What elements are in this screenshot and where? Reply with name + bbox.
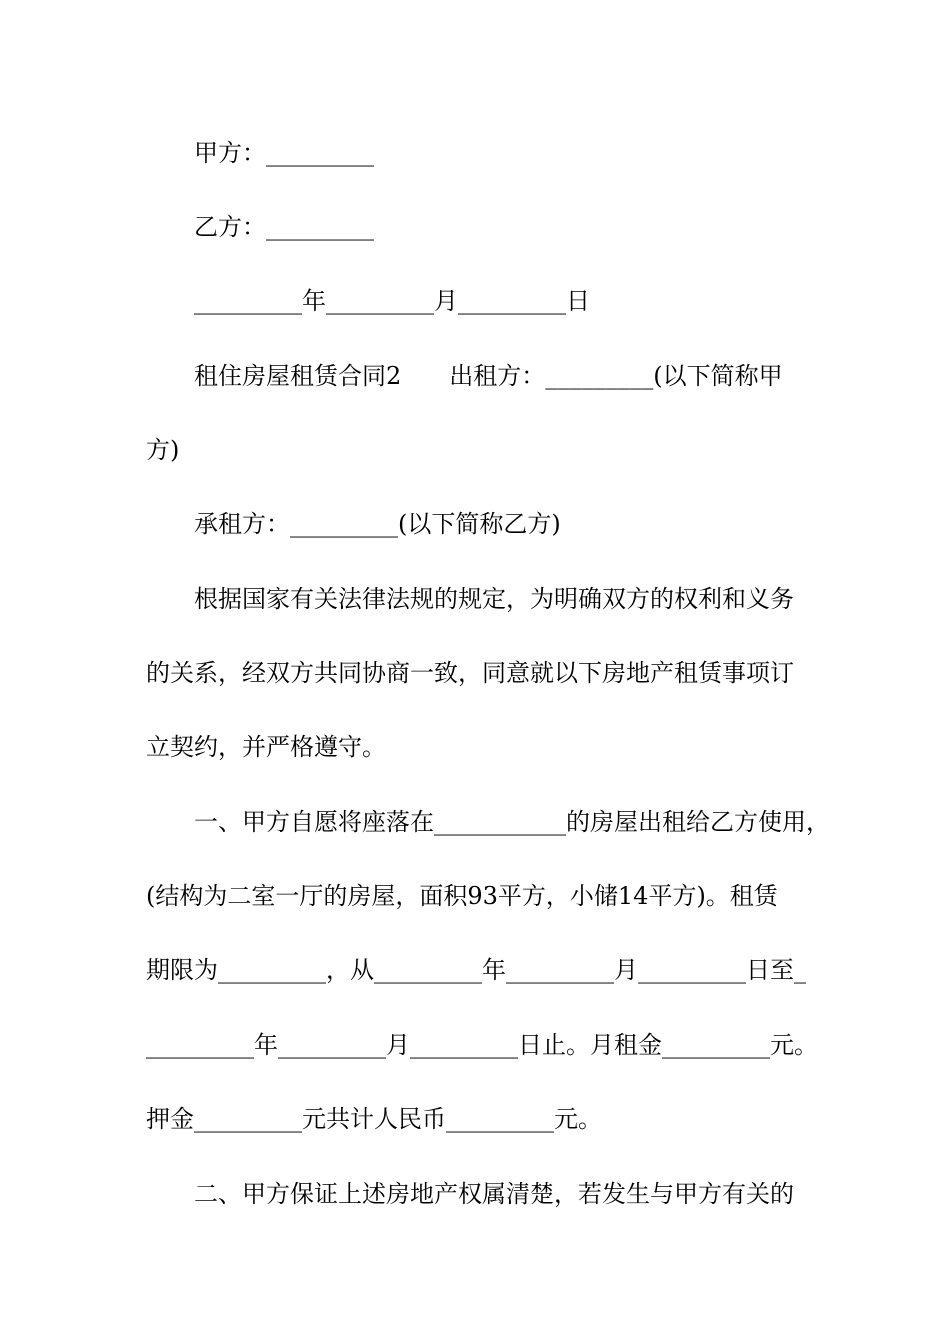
clause-1-line-1: 一、甲方自愿将座落在___________的房屋出租给乙方使用， [194, 808, 830, 836]
clause-1-line-3: 期限为_________，从_________年_________月_________日至_ [146, 956, 806, 984]
date-line: _________年_________月_________日 [194, 287, 590, 315]
lessor-continuation-line: 方) [146, 436, 180, 464]
preamble-line-1: 根据国家有关法律法规的规定，为明确双方的权利和义务 [194, 585, 794, 613]
preamble-line-3: 立契约，并严格遵守。 [146, 733, 386, 761]
clause-1-line-2: (结构为二室一厅的房屋，面积93平方，小储14平方)。租赁 [146, 882, 778, 910]
preamble-line-2: 的关系，经双方共同协商一致，同意就以下房地产租赁事项订 [146, 659, 794, 687]
party-b-line: 乙方：_________ [194, 213, 374, 241]
lessee-line: 承租方：_________(以下简称乙方) [194, 510, 561, 538]
clause-1-line-4: _________年_________月_________日止。月租金_________元。 [146, 1031, 818, 1059]
contract-title-lessor-line: 租住房屋租赁合同2 出租方：_________(以下简称甲 [194, 362, 783, 390]
party-a-line: 甲方：_________ [194, 139, 374, 167]
clause-1-line-5: 押金_________元共计人民币_________元。 [146, 1105, 602, 1133]
clause-2-line-1: 二、甲方保证上述房地产权属清楚，若发生与甲方有关的 [194, 1180, 794, 1208]
